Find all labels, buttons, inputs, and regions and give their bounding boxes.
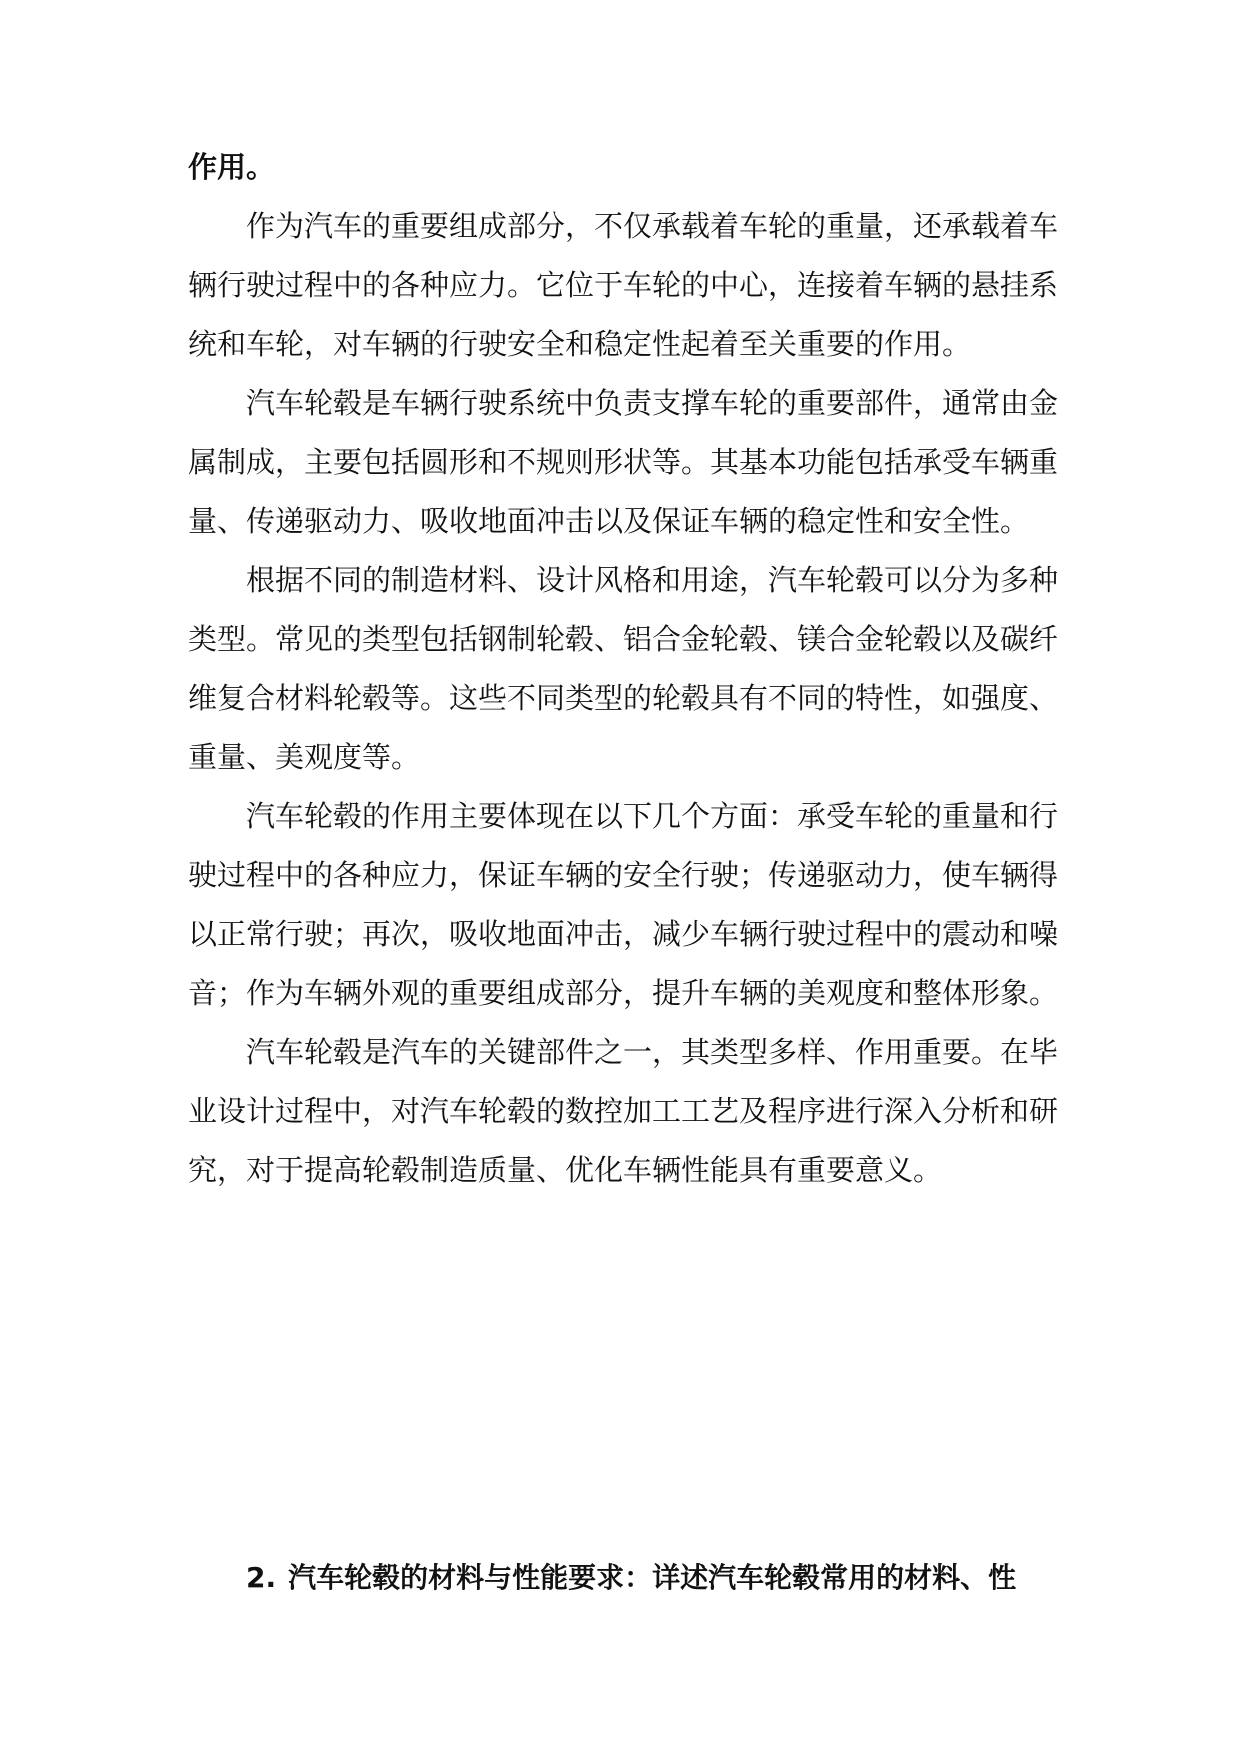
paragraph-5 xyxy=(188,1023,1068,1200)
paragraph-line: 汽车轮毂是汽车的关键部件之一，其类型多样、作用重要。在毕 xyxy=(246,1035,1059,1069)
paragraph-line: 属制成，主要包括圆形和不规则形状等。其基本功能包括承受车辆重 xyxy=(188,445,1059,479)
paragraph-line: 统和车轮，对车辆的行驶安全和稳定性起着至关重要的作用。 xyxy=(188,327,972,361)
paragraph-line: 究，对于提高轮毂制造质量、优化车辆性能具有重要意义。 xyxy=(188,1153,943,1187)
paragraph-line: 辆行驶过程中的各种应力。它位于车轮的中心，连接着车辆的悬挂系 xyxy=(188,268,1059,302)
paragraph-2 xyxy=(188,374,1068,551)
paragraph-line: 汽车轮毂是车辆行驶系统中负责支撑车轮的重要部件，通常由金 xyxy=(246,386,1059,420)
paragraph-line: 类型。常见的类型包括钢制轮毂、铝合金轮毂、镁合金轮毂以及碳纤 xyxy=(188,622,1059,656)
paragraph-line: 业设计过程中，对汽车轮毂的数控加工工艺及程序进行深入分析和研 xyxy=(188,1094,1059,1128)
paragraph-line: 以正常行驶；再次，吸收地面冲击，减少车辆行驶过程中的震动和噪 xyxy=(188,917,1059,951)
paragraph-1 xyxy=(188,197,1068,374)
section-heading xyxy=(246,1548,1016,1607)
paragraph-4 xyxy=(188,787,1068,1023)
paragraph-line: 驶过程中的各种应力，保证车辆的安全行驶；传递驱动力，使车辆得 xyxy=(188,858,1059,892)
paragraph-line: 汽车轮毂的作用主要体现在以下几个方面：承受车轮的重量和行 xyxy=(246,799,1059,833)
paragraph-line: 音；作为车辆外观的重要组成部分，提升车辆的美观度和整体形象。 xyxy=(188,976,1059,1010)
continued-line: 作用。 xyxy=(188,150,276,184)
paragraph-line: 维复合材料轮毂等。这些不同类型的轮毂具有不同的特性，如强度、 xyxy=(188,681,1059,715)
paragraph-3 xyxy=(188,551,1068,787)
body-text xyxy=(188,138,1068,1200)
paragraph-line: 作为汽车的重要组成部分，不仅承载着车轮的重量，还承载着车 xyxy=(246,209,1059,243)
paragraph-line: 重量、美观度等。 xyxy=(188,740,421,774)
paragraph-line: 根据不同的制造材料、设计风格和用途，汽车轮毂可以分为多种 xyxy=(246,563,1059,597)
paragraph-line: 量、传递驱动力、吸收地面冲击以及保证车辆的稳定性和安全性。 xyxy=(188,504,1030,538)
section-title: 汽车轮毂的材料与性能要求：详述汽车轮毂常用的材料、性 xyxy=(288,1561,1017,1594)
section-number: 2. xyxy=(246,1561,277,1594)
